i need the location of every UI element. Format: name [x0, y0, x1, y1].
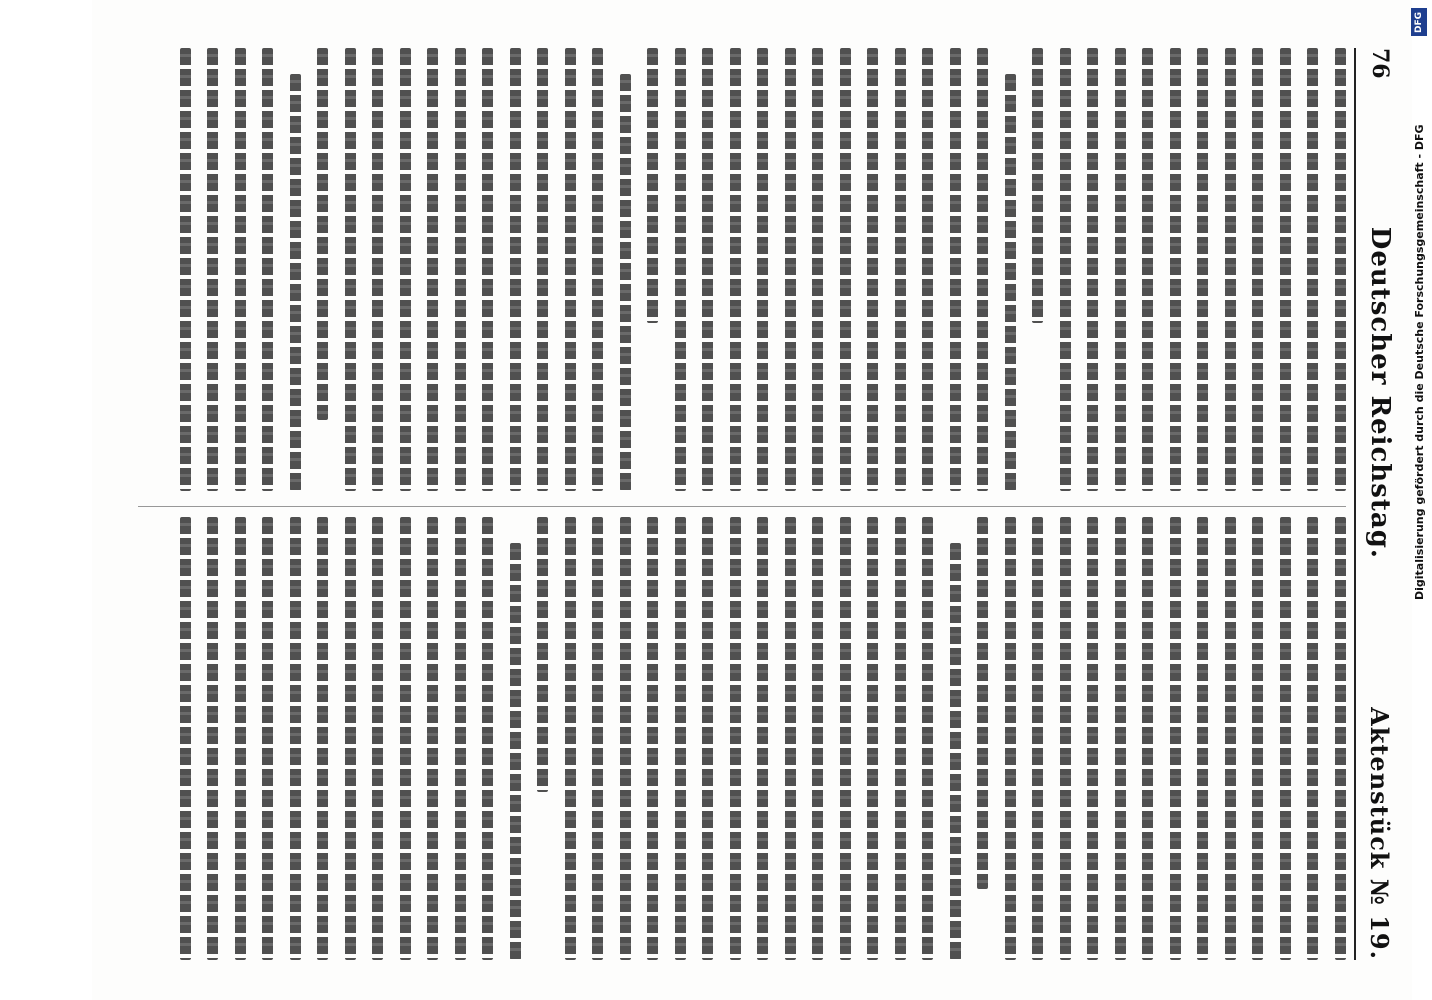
- text-line: [483, 48, 494, 491]
- text-line: [180, 517, 191, 960]
- digitization-notice: Digitalisierung gefördert durch die Deutsche Forschungsgemeinschaft - DFG: [1413, 124, 1426, 600]
- text-line: [1033, 517, 1044, 960]
- text-line: [785, 48, 796, 491]
- text-line: [318, 48, 329, 420]
- text-line: [1115, 48, 1126, 491]
- text-line: [675, 48, 686, 491]
- text-line: [483, 517, 494, 960]
- text-line: [428, 517, 439, 960]
- text-line: [950, 48, 961, 491]
- text-line: [510, 543, 521, 960]
- text-line: [1280, 517, 1291, 960]
- text-line: [1308, 517, 1319, 960]
- text-line: [1060, 517, 1071, 960]
- text-line: [1170, 48, 1181, 491]
- text-line: [923, 517, 934, 960]
- running-title: Deutscher Reichstag.: [1365, 226, 1395, 559]
- text-line: [868, 517, 879, 960]
- text-line: [538, 517, 549, 792]
- text-line: [813, 48, 824, 491]
- text-line: [1198, 48, 1209, 491]
- text-line: [1335, 517, 1346, 960]
- text-line: [950, 543, 961, 960]
- text-line: [1143, 48, 1154, 491]
- text-line: [1308, 48, 1319, 491]
- page-header: [1360, 48, 1400, 960]
- text-line: [840, 517, 851, 960]
- rotated-document-sheet: [52, 0, 1412, 1000]
- text-line: [703, 517, 714, 960]
- text-line: [208, 517, 219, 960]
- text-line: [1198, 517, 1209, 960]
- text-line: [1005, 74, 1016, 491]
- text-line: [235, 517, 246, 960]
- text-line: [1005, 517, 1016, 960]
- text-line: [730, 48, 741, 491]
- text-line: [1060, 48, 1071, 491]
- text-line: [868, 48, 879, 491]
- text-line: [400, 517, 411, 960]
- text-line: [345, 517, 356, 960]
- document-sheet: [92, 0, 1412, 1000]
- text-line: [1033, 48, 1044, 323]
- text-line: [648, 48, 659, 323]
- text-line: [565, 48, 576, 491]
- text-line: [620, 517, 631, 960]
- text-line: [208, 48, 219, 491]
- page-number: 76: [1367, 48, 1393, 79]
- text-line: [290, 74, 301, 491]
- text-line: [290, 517, 301, 960]
- text-line: [180, 48, 191, 491]
- header-rule: [1354, 48, 1356, 960]
- text-line: [263, 48, 274, 491]
- text-line: [703, 48, 714, 491]
- text-line: [510, 48, 521, 491]
- text-line: [318, 517, 329, 960]
- text-line: [538, 48, 549, 491]
- text-line: [565, 517, 576, 960]
- text-line: [428, 48, 439, 491]
- text-line: [345, 48, 356, 491]
- text-line: [235, 48, 246, 491]
- text-line: [400, 48, 411, 491]
- text-line: [620, 74, 631, 491]
- text-line: [373, 48, 384, 491]
- text-line: [785, 517, 796, 960]
- text-line: [895, 48, 906, 491]
- text-line: [455, 48, 466, 491]
- text-line: [1225, 48, 1236, 491]
- text-column-right: [138, 517, 1346, 960]
- text-line: [1115, 517, 1126, 960]
- text-line: [675, 517, 686, 960]
- text-line: [978, 48, 989, 491]
- text-line: [1335, 48, 1346, 491]
- text-line: [1253, 517, 1264, 960]
- text-line: [758, 48, 769, 491]
- text-line: [593, 517, 604, 960]
- text-line: [1280, 48, 1291, 491]
- text-line: [648, 517, 659, 960]
- text-line: [813, 517, 824, 960]
- text-line: [1088, 517, 1099, 960]
- text-line: [730, 517, 741, 960]
- text-column-left: [138, 48, 1346, 491]
- text-line: [758, 517, 769, 960]
- text-line: [840, 48, 851, 491]
- document-reference: Aktenstück № 19.: [1365, 707, 1395, 960]
- text-line: [1170, 517, 1181, 960]
- text-line: [1253, 48, 1264, 491]
- dfg-logo: DFG: [1411, 8, 1427, 36]
- text-line: [455, 517, 466, 960]
- text-line: [373, 517, 384, 960]
- text-line: [978, 517, 989, 889]
- text-line: [1225, 517, 1236, 960]
- digitization-strip: [1408, 0, 1430, 1000]
- text-line: [923, 48, 934, 491]
- text-line: [895, 517, 906, 960]
- text-line: [1088, 48, 1099, 491]
- text-columns: [138, 48, 1346, 960]
- text-line: [593, 48, 604, 491]
- text-line: [1143, 517, 1154, 960]
- text-line: [263, 517, 274, 960]
